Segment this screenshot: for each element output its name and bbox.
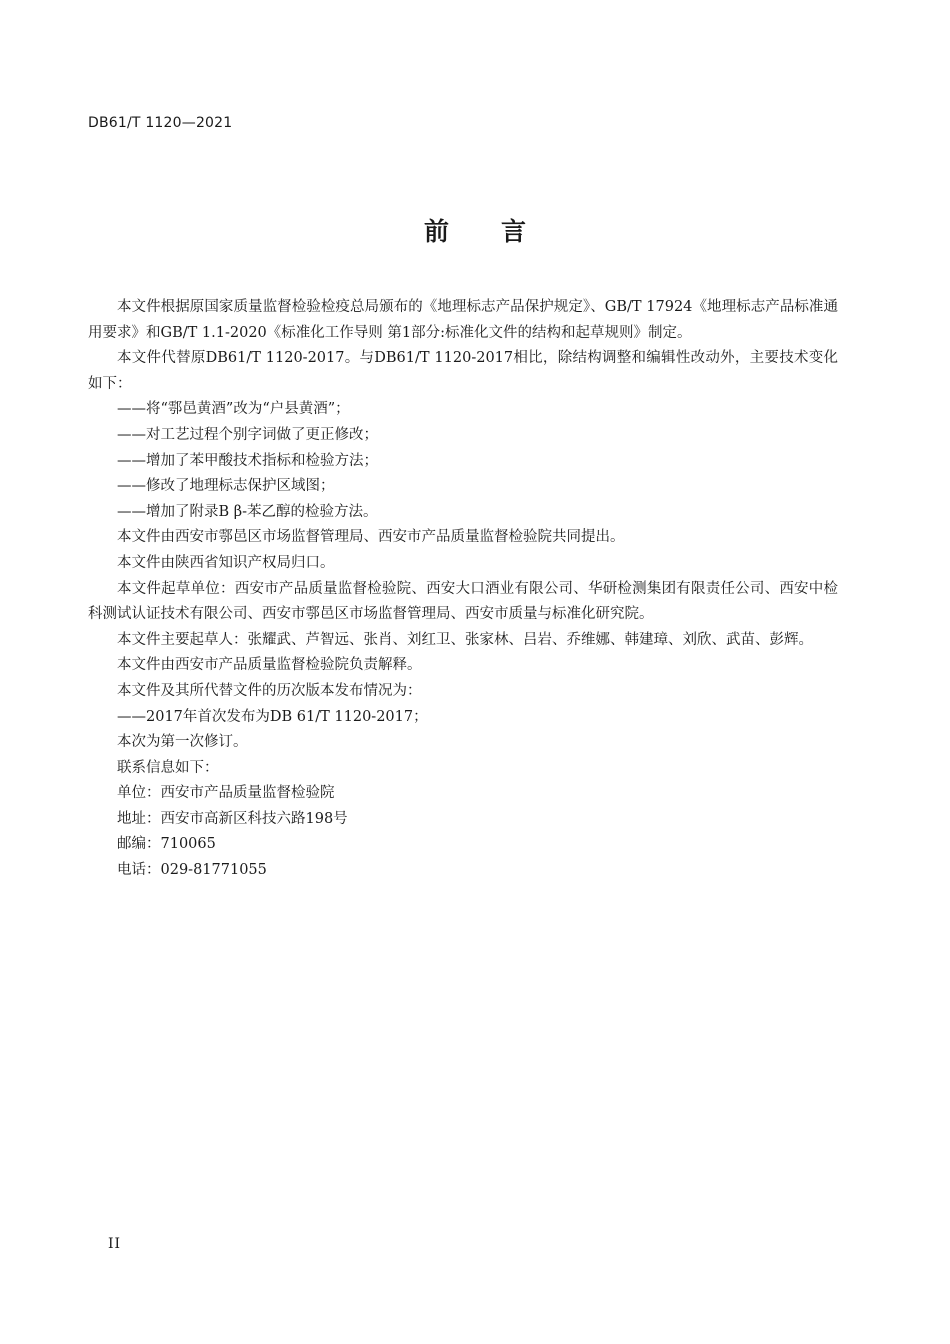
contact-postcode: 邮编：710065 bbox=[117, 836, 216, 853]
contact-unit: 单位：西安市产品质量监督检验院 bbox=[117, 785, 335, 802]
paragraph-centralized: 本文件由陕西省知识产权局归口。 bbox=[117, 554, 335, 571]
change-item: ——增加了附录B β-苯乙醇的检验方法。 bbox=[117, 503, 378, 520]
change-item: ——将“鄠邑黄酒”改为“户县黄酒”； bbox=[117, 401, 350, 418]
paragraph-basis: 本文件根据原国家质量监督检验检疫总局颁布的《地理标志产品保护规定》、GB/T 17924《地理标志产品标准通用要求》和GB/T 1.1-2020《标准化工作导则 第1部分:标准化文件的结构和起草规则》制定。 bbox=[88, 299, 838, 341]
paragraph-history: 本文件及其所代替文件的历次版本发布情况为： bbox=[117, 682, 422, 699]
contact-address: 地址：西安市高新区科技六路198号 bbox=[117, 810, 348, 827]
page-title: 前言 bbox=[423, 217, 578, 246]
paragraph-contact-heading: 联系信息如下： bbox=[117, 759, 219, 776]
foreword-body bbox=[88, 295, 838, 884]
paragraph-interpretation: 本文件由西安市产品质量监督检验院负责解释。 bbox=[117, 657, 422, 674]
paragraph-drafting-units: 本文件起草单位：西安市产品质量监督检验院、西安大口酒业有限公司、华研检测集团有限责任公司、西安中检科测试认证技术有限公司、西安市鄠邑区市场监督管理局、西安市质量与标准化研究院。 bbox=[88, 580, 838, 623]
paragraph-proposer: 本文件由西安市鄠邑区市场监督管理局、西安市产品质量监督检验院共同提出。 bbox=[117, 529, 625, 546]
change-item: ——增加了苯甲酸技术指标和检验方法； bbox=[117, 452, 378, 469]
document-code: DB61/T 1120—2021 bbox=[88, 115, 233, 131]
change-item: ——修改了地理标志保护区域图； bbox=[117, 478, 335, 495]
history-item: ——2017年首次发布为DB 61/T 1120-2017； bbox=[117, 708, 428, 725]
paragraph-revision: 本次为第一次修订。 bbox=[117, 734, 248, 751]
change-item: ——对工艺过程个别字词做了更正修改； bbox=[117, 426, 378, 443]
paragraph-drafters: 本文件主要起草人：张耀武、芦智远、张肖、刘红卫、张家林、吕岩、乔维娜、韩建璋、刘欣、武苗、彭辉。 bbox=[117, 631, 813, 648]
paragraph-replacement: 本文件代替原DB61/T 1120-2017。与DB61/T 1120-2017相比，除结构调整和编辑性改动外，主要技术变化如下： bbox=[88, 350, 838, 392]
page-number: II bbox=[108, 1236, 122, 1252]
contact-phone: 电话：029-81771055 bbox=[117, 862, 267, 879]
